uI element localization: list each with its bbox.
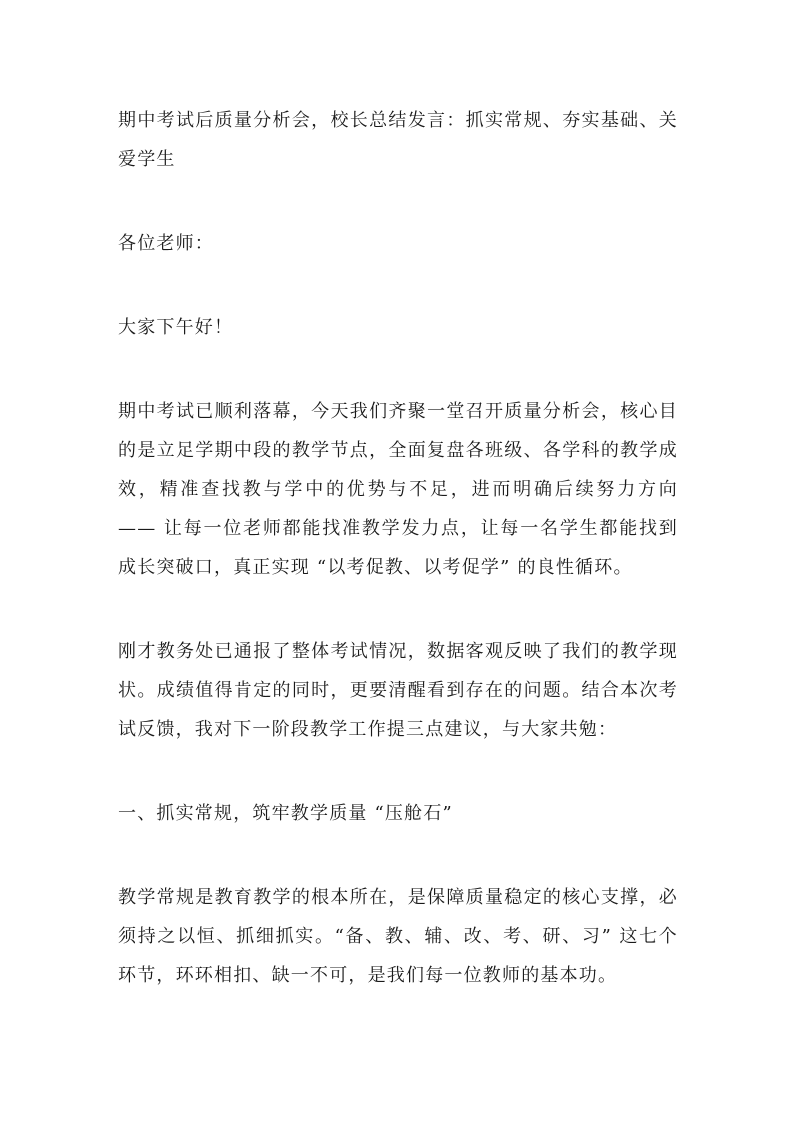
greeting: 大家下午好！ (118, 317, 234, 338)
document-page (118, 101, 678, 1040)
paragraph-intro: 期中考试已顺利落幕，今天我们齐聚一堂召开质量分析会，核心目的是立足学期中段的教学节点，全面复盘各班级、各学科的教学成效，精准查找教与学中的优势与不足，进而明确后续努力方向 —— 让每一位老师都能找准教学发力点，让每一名学生都能找到成长突破口，真正实现 “以考促教、以考促学” 的良性循环。 (118, 401, 678, 578)
section-1-body: 教学常规是教育教学的根本所在，是保障质量稳定的核心支撑，必须持之以恒、抓细抓实。“备、教、辅、改、考、研、习” 这七个环节，环环相扣、缺一不可，是我们每一位教师的基本功。 (118, 887, 678, 986)
paragraph-overview: 刚才教务处已通报了整体考试情况，数据客观反映了我们的教学现状。成绩值得肯定的同时，更要清醒看到存在的问题。结合本次考试反馈，我对下一阶段教学工作提三点建议，与大家共勉： (118, 641, 678, 740)
document-title: 期中考试后质量分析会，校长总结发言：抓实常规、夯实基础、关爱学生 (118, 110, 678, 170)
section-1-heading: 一、抓实常规，筑牢教学质量 “压舱石” (118, 803, 453, 824)
salutation: 各位老师： (118, 233, 214, 254)
